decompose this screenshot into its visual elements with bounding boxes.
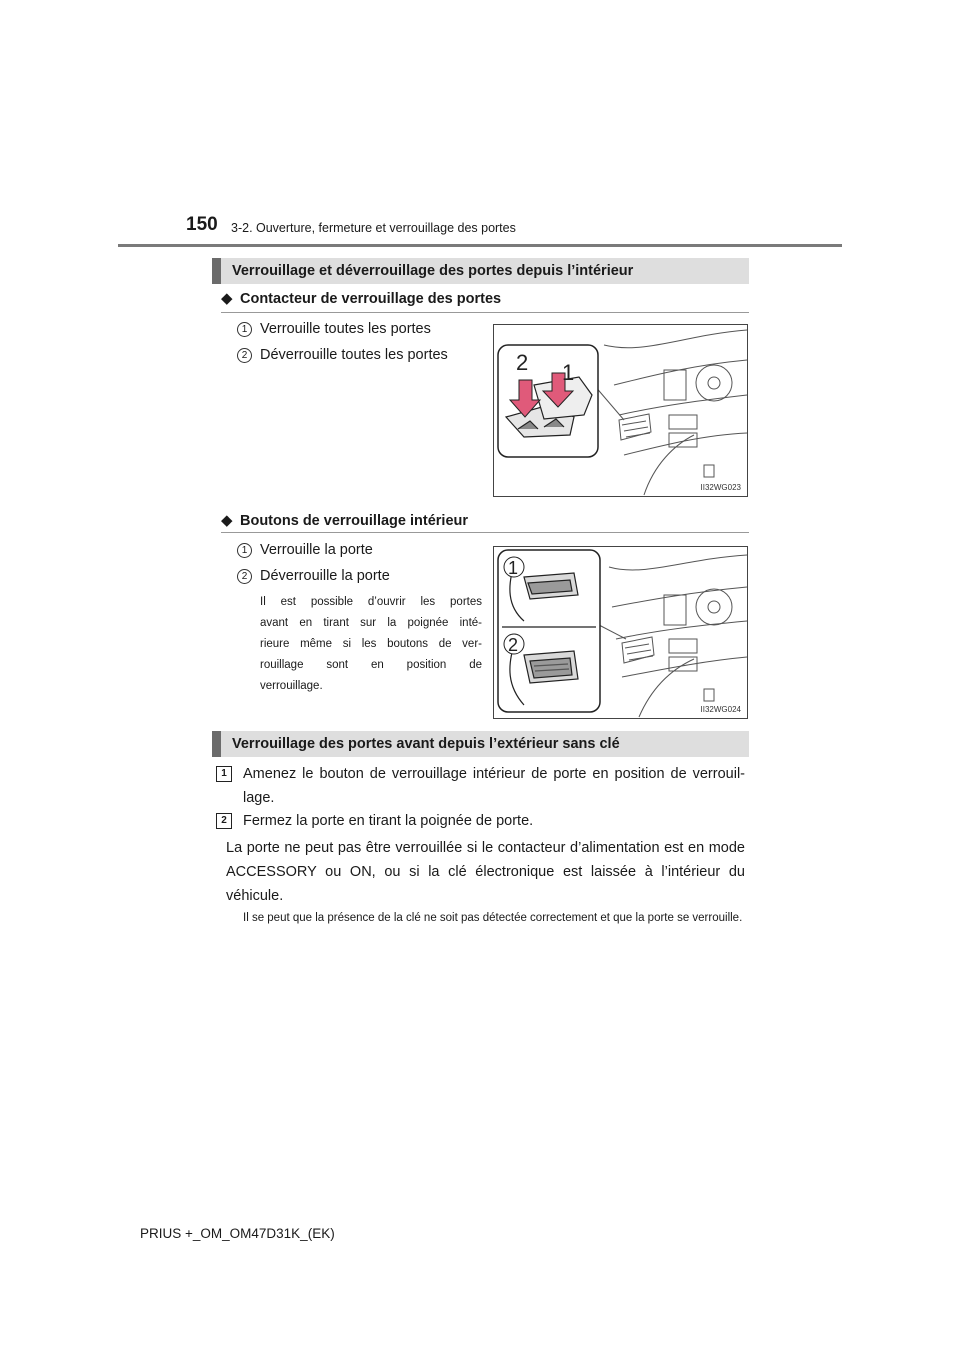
section-heading-interior-locking: Verrouillage et déverrouillage des portes depuis l’intérieur [212,258,749,284]
item-number-1: 1 [237,543,252,558]
note-line: rieure même si les boutons de ver- [260,638,482,650]
step-close-door: Fermez la porte en tirant la poignée de porte. [243,813,534,829]
step-number-2: 2 [216,813,232,829]
item-lock-all-doors: Verrouille toutes les portes [260,321,431,337]
item-unlock-door: Déverrouille la porte [260,568,390,584]
header-divider [118,244,842,247]
page-number: 150 [186,214,218,235]
section-heading-exterior-locking: Verrouillage des portes avant depuis l’extérieur sans clé [212,731,749,757]
document-code: PRIUS +_OM_OM47D31K_(EK) [140,1226,335,1241]
door-lock-switch-illustration [494,325,747,496]
item-number-1: 1 [237,322,252,337]
figure-door-lock-switch [493,324,748,497]
paragraph-locking-conditions: La porte ne peut pas être verrouillée si le contacteur d’alimentation est en mode ACCESSORY ou ON, ou si la clé électronique est laissée à l’intérieur du véhicule. [226,840,745,904]
subheading-inside-lock-buttons [221,511,468,529]
callout-label: 2 [516,350,529,375]
note-line: rouillage sont en position de [260,659,482,671]
subheading-divider [221,312,749,313]
subheading-divider [221,532,749,533]
chapter-title: 3-2. Ouverture, fermeture et verrouillage des portes [231,221,516,235]
subheading-text: Boutons de verrouillage intérieur [240,513,469,529]
step-number-1: 1 [216,766,232,782]
figure-code: II32WG023 [700,483,741,492]
note-line: Il est possible d’ouvrir les portes [260,596,482,608]
item-number-2: 2 [237,569,252,584]
item-unlock-all-doors: Déverrouille toutes les portes [260,347,448,363]
step-move-lock-button: Amenez le bouton de verrouillage intérieur de porte en position de verrouil-lage. [243,766,745,806]
subheading-text: Contacteur de verrouillage des portes [240,291,502,307]
figure-code: II32WG024 [700,705,741,714]
callout-label: 1 [562,360,575,385]
note-opening-front-doors [260,592,482,697]
callout-label: 1 [508,558,519,578]
callout-label: 2 [508,635,519,655]
diamond-bullet-icon: ◆ [221,290,233,307]
note-line: avant en tirant sur la poignée inté- [260,617,482,629]
diamond-bullet-icon: ◆ [221,512,233,529]
note-line: verrouillage. [260,680,323,692]
item-lock-door: Verrouille la porte [260,542,373,558]
figure-inside-lock-buttons [493,546,748,719]
item-number-2: 2 [237,348,252,363]
subheading-door-lock-switch [221,289,501,307]
inside-lock-button-illustration [494,547,747,718]
note-key-detection: Il se peut que la présence de la clé ne soit pas détectée correctement et que la porte se verrouille. [243,912,743,924]
